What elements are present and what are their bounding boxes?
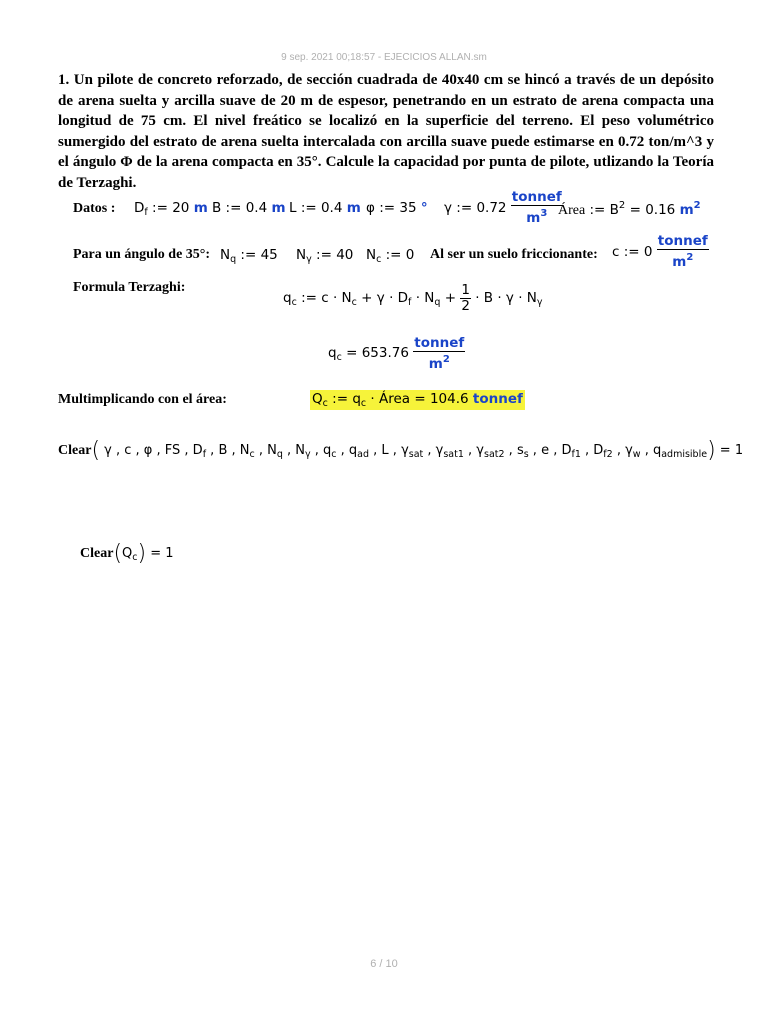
gamma-unit-num: tonnef <box>511 189 562 205</box>
qc-result: $q_c = 653.76$ $\frac{\text{tonnef}}{m^2}$ <box>328 335 465 372</box>
clear-qc-result: 1 <box>165 546 174 561</box>
qc-value: 653.76 <box>361 345 409 361</box>
df-assign: $D_f$ := 20 m <box>134 200 208 218</box>
ngamma-value: 40 <box>336 247 354 263</box>
nc-value: 0 <box>405 247 415 263</box>
phi-assign: φ := 35 ° <box>366 200 428 216</box>
area-assign: Área := $B^2 = 0.16$ $m^2$ <box>558 200 701 218</box>
c-value: 0 <box>643 244 653 260</box>
page-number: 6 / 10 <box>370 958 398 970</box>
page-header: 9 sep. 2021 00;18:57 - EJECICIOS ALLAN.sm <box>281 52 487 63</box>
Qc-value: 104.6 <box>429 391 469 407</box>
clear-qc-label: Clear <box>80 546 114 561</box>
clear-statement: Clear( γ , c , φ , FS , $D_f$ , B , $N_c$ , $N_q$ , $N_\gamma$ , $q_c$ , $q_{ad}$ , L , $\gamma_{sat}$ , $\gamma_{sat1}$ , $\gamma_{sat2}$ , $s_s$ , e , $D_{f1}$ , $D_{f2}$ , $\gamma_w$ , $q_{admisible}) = 1$ <box>58 438 744 463</box>
b-value: 0.4 <box>245 200 268 216</box>
Qc-result: $Q_c$ := $q_c$ · Área = 104.6 tonnef <box>312 391 523 409</box>
nq-assign: $N_q$ := 45 <box>220 247 278 265</box>
area-unit: $m^2$ <box>679 200 701 218</box>
clear-qc-statement: $Clear(Q_c) = 1$ <box>80 541 174 566</box>
b-assign: B := 0.4 m <box>212 200 286 216</box>
gamma-unit-den: $m^3$ <box>526 208 548 226</box>
nq-value: 45 <box>260 247 278 263</box>
phi-value: 35 <box>399 200 417 216</box>
qc-unit-den: $m^2$ <box>428 354 450 372</box>
friccionante-label: Al ser un suelo friccionante: <box>430 247 598 262</box>
terzaghi-formula: $q_c$ := $c \cdot N_c + \gamma \cdot D_f \cdot N_q$ + $\frac{1}{2}$ · $B \cdot \gamma \cdot N_\gamma$ <box>283 282 543 314</box>
gamma-unit-fraction <box>511 190 563 226</box>
datos-label: Datos : <box>73 201 116 216</box>
gamma-value: 0.72 <box>476 200 507 216</box>
ngamma-assign: $N_\gamma$ := 40 <box>296 247 354 265</box>
gamma-assign: γ := 0.72 $\frac{\text{tonnef}}{m^3}$ <box>444 189 562 226</box>
nc-assign: $N_c$ := 0 <box>366 247 415 265</box>
c-unit-den: $m^2$ <box>672 252 694 270</box>
angulo-label: Para un ángulo de 35°: <box>73 247 211 262</box>
l-value: 0.4 <box>320 200 343 216</box>
qc-unit-num: tonnef <box>414 335 465 351</box>
b-unit: m <box>271 200 286 216</box>
df-value: 20 <box>172 200 190 216</box>
datos-row <box>73 200 115 217</box>
area-value: 0.16 <box>645 202 676 218</box>
half-fraction: $\frac{1}{2}$ <box>461 282 470 314</box>
Qc-unit: tonnef <box>472 391 523 407</box>
c-unit-fraction <box>657 234 709 270</box>
clear-label: Clear <box>58 443 92 458</box>
problem-statement: 1. Un pilote de concreto reforzado, de sección cuadrada de 40x40 cm se hincó a través de un depósito de arena suelta y arcilla suave de 20 m de espesor, penetrando en un estrato de arena compacta una longitud de 75 cm. El nivel freático se localizó en la superficie del terreno. El peso volumétrico sumergido del estrato de arena suelta intercalada con arcilla suave puede estimarse en 0.72 ton/m^3 y el ángulo Φ de la arena compacta en 35°. Calcule la capacidad por punta de pilote, utlizando la Teoría de Terzaghi. <box>58 72 714 191</box>
l-assign: L := 0.4 m <box>289 200 361 216</box>
phi-unit: ° <box>420 200 428 216</box>
c-unit-num: tonnef <box>657 233 708 249</box>
qc-unit-fraction <box>413 336 465 372</box>
l-unit: m <box>346 200 361 216</box>
df-unit: m <box>193 200 208 216</box>
c-assign: c := 0 $\frac{\text{tonnef}}{m^2}$ <box>612 233 708 270</box>
clear-result: 1 <box>734 443 744 458</box>
multiplicando-label: Multimplicando con el área: <box>58 392 227 407</box>
formula-label: Formula Terzaghi: <box>73 280 186 295</box>
